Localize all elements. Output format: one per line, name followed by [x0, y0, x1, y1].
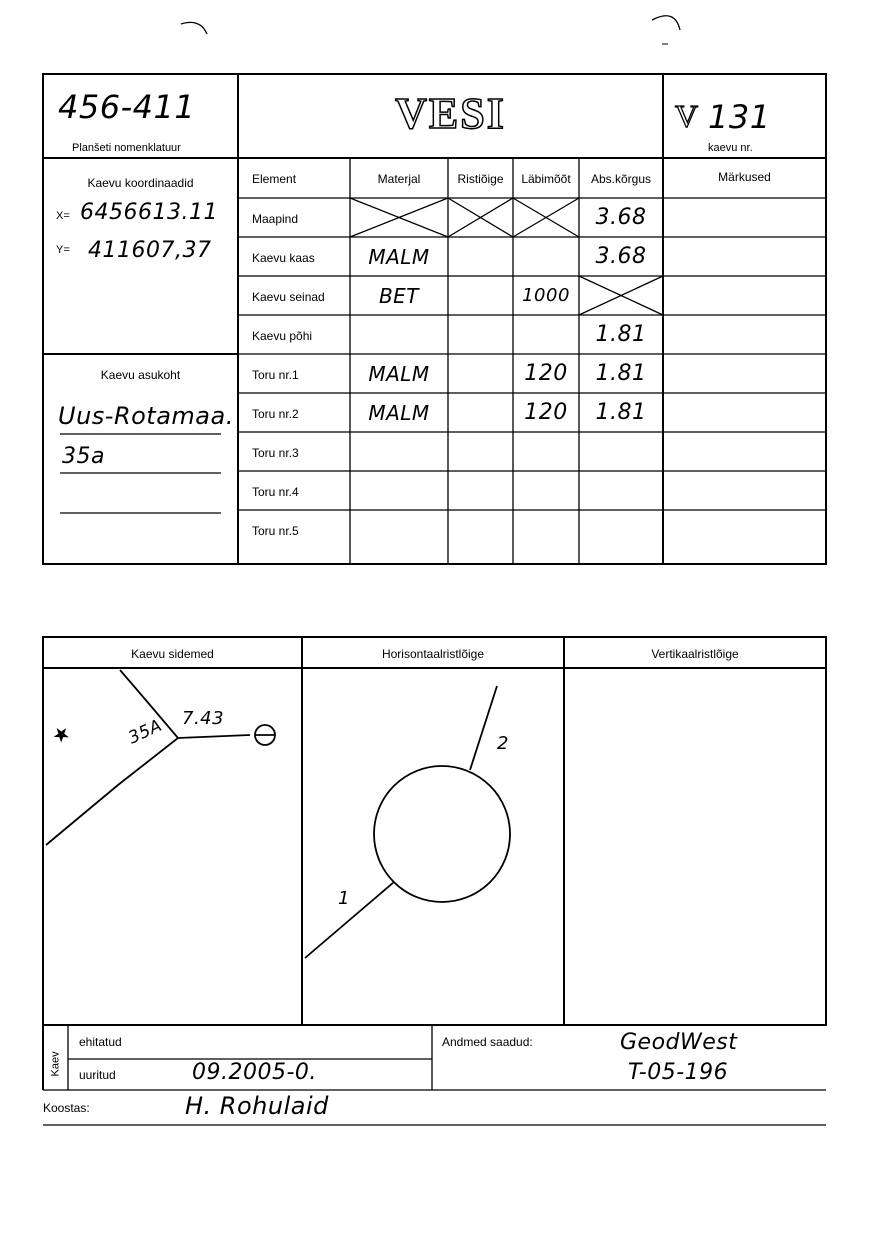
- data-ref: T-05-196: [628, 1060, 729, 1085]
- row-abs-height: 3.68: [595, 244, 647, 269]
- sketch-distance: 7.43: [182, 708, 225, 729]
- x-value: 6456613.11: [80, 200, 218, 225]
- cross-out-maapind: [350, 198, 579, 237]
- y-value: 411607,37: [88, 238, 212, 263]
- row-diameter: 120: [524, 361, 568, 386]
- row-element: Toru nr.1: [252, 368, 299, 382]
- punch-hole-left: [181, 22, 207, 34]
- row-material: BET: [378, 283, 420, 308]
- col-material: Materjal: [377, 172, 421, 186]
- y-label: Y=: [56, 244, 70, 256]
- well-id-prefix: V: [675, 98, 699, 134]
- row-material: MALM: [368, 400, 430, 425]
- location-line2: 35a: [62, 444, 105, 469]
- row-diameter: 120: [524, 400, 568, 425]
- col-cross-section: Ristiõige: [457, 172, 504, 186]
- row-element: Kaevu kaas: [252, 251, 315, 265]
- col-notes: Märkused: [718, 170, 771, 184]
- x-label: X=: [56, 210, 70, 222]
- row-element: Toru nr.4: [252, 485, 299, 499]
- col3-title: Vertikaalristlõige: [651, 647, 739, 661]
- row-element: Toru nr.3: [252, 446, 299, 460]
- coords-label: Kaevu koordinaadid: [87, 176, 194, 190]
- row-abs-height: 3.68: [595, 205, 647, 230]
- row-abs-height: 1.81: [595, 400, 647, 425]
- sketch-left-mark: ★: [46, 718, 76, 750]
- bottom-card-border: [43, 637, 826, 1025]
- row-diameter: 1000: [522, 285, 570, 306]
- surveyed-value: 09.2005-0.: [192, 1060, 317, 1085]
- well-id-number: 131: [708, 98, 771, 136]
- row-element: Kaevu põhi: [252, 329, 313, 343]
- sheet-number: 456-411: [58, 88, 196, 126]
- row-abs-height: 1.81: [595, 361, 647, 386]
- col2-title: Horisontaalristlõige: [381, 647, 485, 661]
- form-title: VESI: [395, 89, 506, 138]
- well-label: kaevu nr.: [708, 142, 753, 154]
- col-diameter: Läbimõõt: [521, 172, 571, 186]
- surveyed-label: uuritud: [79, 1068, 116, 1082]
- row-element: Toru nr.5: [252, 524, 299, 538]
- compiled-value: H. Rohulaid: [185, 1092, 329, 1120]
- row-material: MALM: [368, 244, 430, 269]
- data-source: GeodWest: [620, 1030, 738, 1055]
- row-abs-height: 1.81: [595, 322, 647, 347]
- side-label: Kaev: [49, 1051, 62, 1077]
- col1-title: Kaevu sidemed: [131, 647, 214, 661]
- location-line1: Uus-Rotamaa.: [58, 402, 234, 430]
- data-received-label: Andmed saadud:: [442, 1035, 533, 1049]
- sheet-label: Planšeti nomenklatuur: [72, 142, 181, 154]
- location-label: Kaevu asukoht: [100, 368, 181, 382]
- row-element: Kaevu seinad: [252, 290, 325, 304]
- pipe-label-1: 1: [338, 888, 350, 909]
- pipe-label-2: 2: [497, 733, 509, 754]
- horizontal-section-sketch: [305, 686, 510, 958]
- col-abs-height: Abs.kõrgus: [590, 172, 652, 186]
- row-material: MALM: [368, 361, 430, 386]
- cross-out-seinad: [579, 276, 663, 315]
- row-element: Toru nr.2: [252, 407, 299, 421]
- compiled-label: Koostas:: [43, 1101, 90, 1115]
- sketch-house-number: 35A: [125, 715, 166, 749]
- punch-hole-right: [652, 16, 680, 30]
- built-label: ehitatud: [79, 1035, 122, 1049]
- row-element: Maapind: [252, 212, 299, 226]
- connections-sketch: [46, 670, 275, 845]
- col-element: Element: [252, 172, 297, 186]
